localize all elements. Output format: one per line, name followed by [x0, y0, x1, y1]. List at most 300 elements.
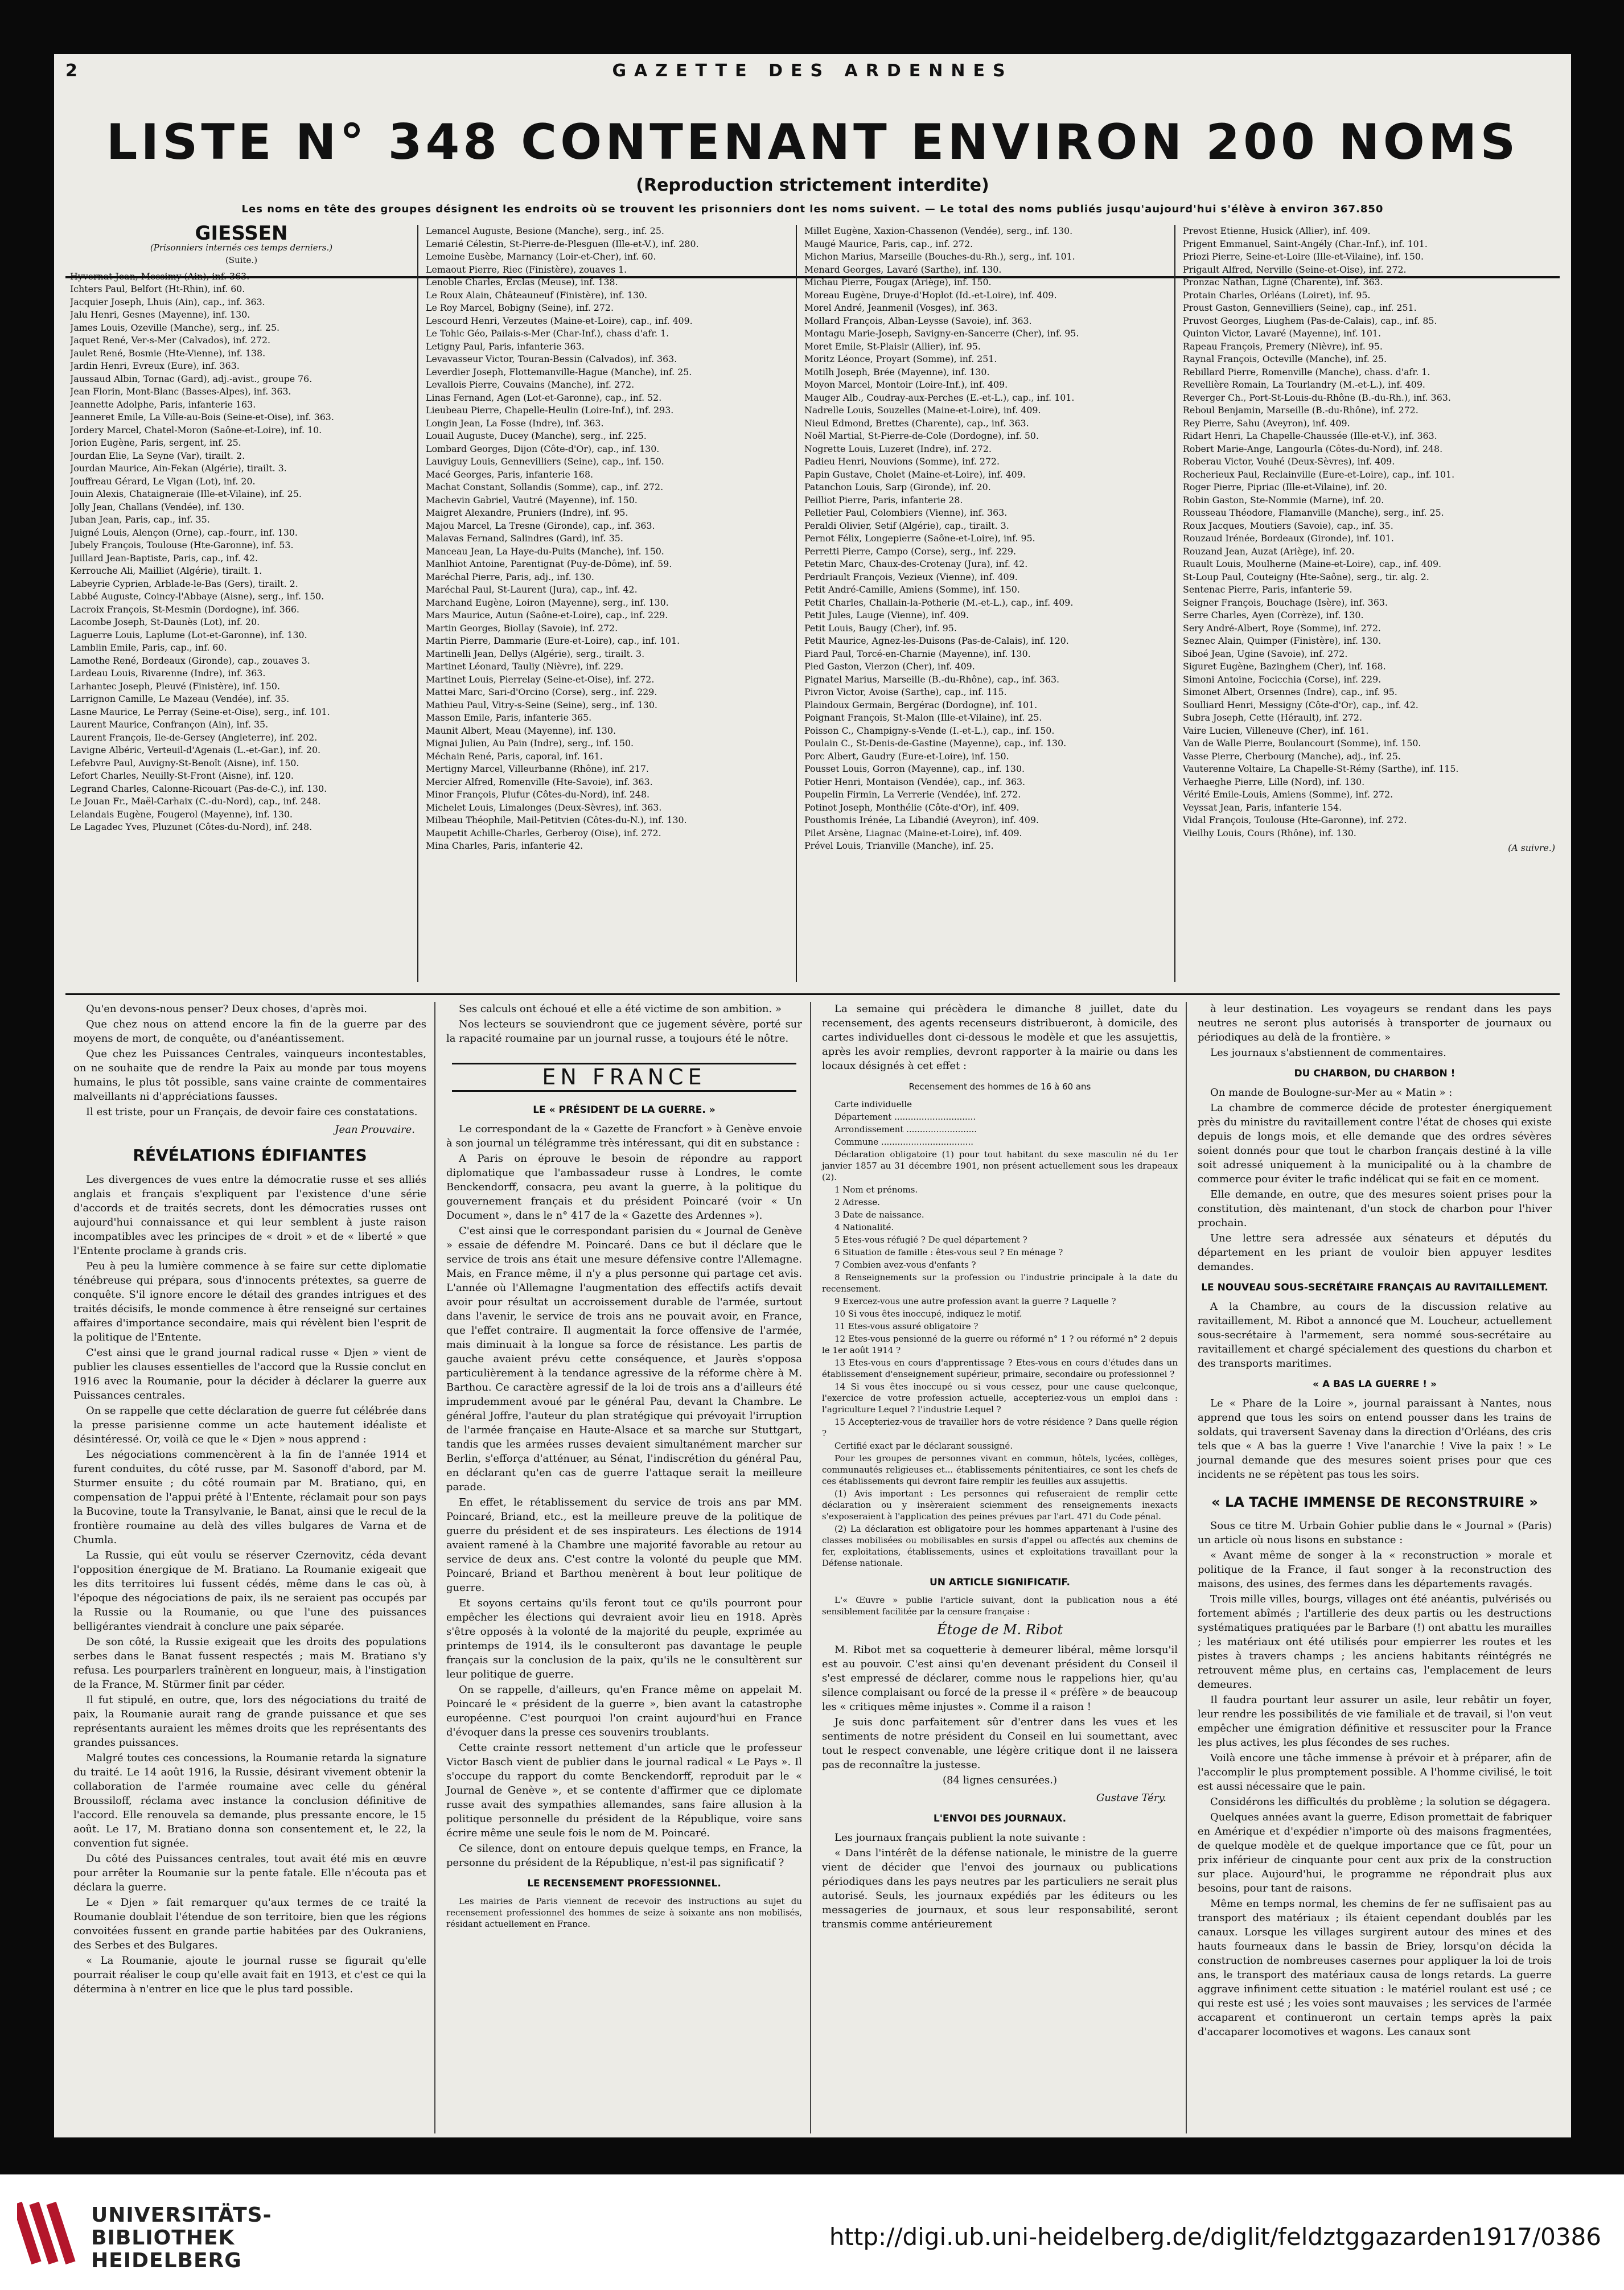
paragraph: Une lettre sera adressée aux sénateurs et députés du département en les priant de vouloir bien appuyer lesdites demandes. — [1198, 1232, 1552, 1273]
prisoner-entry: Ridart Henri, La Chapelle-Chaussée (Ille-et-V.), inf. 363. — [1183, 430, 1437, 441]
paragraph: Sous ce titre M. Urbain Gohier publie dans le « Journal » (Paris) un article où nous lisons en substance : — [1198, 1520, 1552, 1546]
prisoner-entry: Rousseau Théodore, Flamanville (Manche), serg., inf. 25. — [1183, 507, 1444, 518]
paragraph: Les divergences de vues entre la démocratie russe et ses alliés anglais et français s'expliquent par l'existence d'une série d'accords et de traités secrets, dont les démocraties russes ont aujourd'hui connaissance et qui leur semblent à juste raison incompatibles avec les principes de « droit » et de « liberté » que l'Entente proclame à grands cris. — [73, 1174, 426, 1257]
prisoner-entry: Hyvernat Jean, Messimy (Ain), inf. 363. — [70, 270, 250, 282]
prisoner-entry: Mauger Alb., Coudray-aux-Perches (E.-et-L.), cap., inf. 101. — [804, 392, 1075, 403]
newspaper-page — [54, 54, 1571, 2137]
prisoner-entry: Sery André-Albert, Roye (Somme), inf. 272. — [1183, 622, 1381, 634]
prisoner-entry: Mignai Julien, Au Pain (Indre), serg., inf. 150. — [426, 738, 634, 749]
prisoner-entry: Vauterenne Voltaire, La Chapelle-St-Rémy (Sarthe), inf. 115. — [1183, 763, 1459, 774]
prisoner-entry: Potier Henri, Montaison (Vendée), cap., inf. 363. — [804, 776, 1026, 787]
paragraph: Nos lecteurs se souviendront que ce jugement sévère, porté sur la rapacité roumaine par un journal russe, a toujours été le nôtre. — [446, 1018, 802, 1045]
prisoner-entry: Lefebvre Paul, Auvigny-St-Benoît (Aisne), inf. 150. — [70, 757, 299, 768]
prisoner-entry: Maigret Alexandre, Pruniers (Indre), inf. 95. — [426, 507, 628, 518]
prisoner-entry: Pelletier Paul, Colombiers (Vienne), inf. 363. — [804, 507, 1008, 518]
prisoner-entry: Martinet Léonard, Tauliy (Nièvre), inf. 229. — [426, 661, 624, 672]
prisoner-entry: Perretti Pierre, Campo (Corse), serg., inf. 229. — [804, 545, 1017, 557]
paragraph: 15 Accepteriez-vous de travailler hors de votre résidence ? Dans quelle région ? — [822, 1417, 1178, 1438]
prisoner-entry: Levavasseur Victor, Touran-Bessin (Calvados), inf. 363. — [426, 353, 677, 364]
prisoner-entry: Pied Gaston, Vierzon (Cher), inf. 409. — [804, 661, 975, 672]
suite-label: (Suite.) — [225, 255, 258, 265]
prisoner-entry: Vidal François, Toulouse (Hte-Garonne), inf. 272. — [1183, 815, 1407, 825]
prisoner-entry: Lacroix François, St-Mesmin (Dordogne), inf. 366. — [70, 603, 299, 615]
prisoner-entry: Veyssat Jean, Paris, infanterie 154. — [1183, 801, 1342, 813]
camp-subheading: (Prisonniers internés ces temps derniers.) — [150, 242, 333, 253]
prisoner-entry: Lescourd Henri, Verzeutes (Maine-et-Loire), cap., inf. 409. — [426, 315, 693, 326]
prisoner-entry: Pronzac Nathan, Ligné (Charente), inf. 363. — [1183, 277, 1383, 287]
prisoner-entry: Poulain C., St-Denis-de-Gastine (Mayenne), cap., inf. 130. — [804, 738, 1067, 749]
prisoner-entry: Lemarié Célestin, St-Pierre-de-Plesguen (Ille-et-V.), inf. 280. — [426, 238, 699, 249]
prisoner-entry: Pivron Victor, Avoise (Sarthe), cap., inf. 115. — [804, 686, 1007, 697]
prisoner-entry: Nieul Edmond, Brettes (Charente), cap., inf. 363. — [804, 417, 1029, 429]
paragraph: Département .............................. — [834, 1112, 976, 1122]
prisoner-entry: Marchand Eugène, Loiron (Mayenne), serg., inf. 130. — [426, 597, 669, 608]
prisoner-entry: Louail Auguste, Ducey (Manche), serg., inf. 225. — [426, 430, 647, 441]
subheading: LE RECENSEMENT PROFESSIONNEL. — [527, 1878, 721, 1889]
prisoner-entry: Nadrelle Louis, Souzelles (Maine-et-Loire), inf. 409. — [804, 405, 1041, 416]
prisoner-entry: Manceau Jean, La Haye-du-Puits (Manche), inf. 150. — [426, 545, 664, 557]
prisoner-entry: Lenoble Charles, Erclas (Meuse), inf. 138. — [426, 277, 618, 287]
paragraph: On se rappelle que cette déclaration de guerre fut célébrée dans la presse parisienne comme un acte hautement idéaliste et désintéressé. Or, voilà ce que le « Djen » nous apprend : — [73, 1405, 426, 1445]
paragraph: A la Chambre, au cours de la discussion relative au ravitaillement, M. Ribot a annoncé que M. Loucheur, actuellement sous-secrétaire à l'armement, sera nommé sous-secrétaire au ravitaillement et chargé spécialement des questions du charbon et des transports maritimes. — [1198, 1301, 1552, 1370]
prisoner-entry: Montagu Marie-Joseph, Savigny-en-Sancerre (Cher), inf. 95. — [804, 328, 1079, 339]
paragraph: C'est ainsi que le grand journal radical russe « Djen » vient de publier les clauses essentielles de l'accord que la Russie conclut en 1916 avec la Roumanie, pour la décider à déclarer la guerre aux Puissances centrales. — [73, 1347, 426, 1401]
prisoner-entry: Noël Martial, St-Pierre-de-Cole (Dordogne), inf. 50. — [804, 430, 1039, 441]
paragraph: 2 Adresse. — [834, 1197, 880, 1207]
prisoner-entry: Michelet Louis, Limalonges (Deux-Sèvres), inf. 363. — [426, 801, 662, 813]
library-footer — [0, 2174, 1624, 2290]
to-be-continued: (A suivre.) — [1508, 842, 1555, 853]
prisoner-entry: Maugé Maurice, Paris, cap., inf. 272. — [804, 238, 973, 249]
prisoner-entry: Leverdier Joseph, Flottemanville-Hague (Manche), inf. 25. — [426, 366, 692, 377]
article-column-1 — [65, 1002, 435, 2133]
prisoner-entry: Poignant François, St-Malon (Ille-et-Vilaine), inf. 25. — [804, 712, 1042, 723]
prisoner-entry: Lemaout Pierre, Riec (Finistère), zouaves 1. — [426, 264, 627, 275]
prisoner-entry: Lemancel Auguste, Besione (Manche), serg., inf. 25. — [426, 225, 664, 236]
prisoner-entry: Siguret Eugène, Bazinghem (Cher), inf. 168. — [1183, 661, 1386, 672]
prisoner-entry: Linas Fernand, Agen (Lot-et-Garonne), cap., inf. 52. — [426, 392, 662, 403]
paragraph: Ses calculs ont échoué et elle a été victime de son ambition. » — [459, 1003, 782, 1015]
paragraph: Qu'en devons-nous penser? Deux choses, d'après moi. — [86, 1003, 367, 1015]
paragraph: Je suis donc parfaitement sûr d'entrer dans les vues et les sentiments de notre président du Conseil en lui soumettant, avec tout le respect convenable, une légère critique dont il ne laissera pas de reconnaître la justesse. — [822, 1716, 1178, 1771]
prisoner-entry: Reboul Benjamin, Marseille (B.-du-Rhône), inf. 272. — [1183, 405, 1419, 416]
prisoner-entry: Petetin Marc, Chaux-des-Crotenay (Jura), inf. 42. — [804, 558, 1028, 569]
page-number: 2 — [65, 61, 85, 81]
prisoner-entry: Nogrette Louis, Luzeret (Indre), inf. 272. — [804, 443, 992, 454]
prisoner-entry: Jeanneret Emile, La Ville-au-Bois (Seine-et-Oise), inf. 363. — [70, 412, 334, 422]
prisoner-entry: Laurent François, Ile-de-Gersey (Angleterre), inf. 202. — [70, 731, 318, 743]
prisoner-entry: Plaindoux Germain, Bergérac (Dordogne), inf. 101. — [804, 699, 1038, 710]
paragraph: La semaine qui précèdera le dimanche 8 juillet, date du recensement, des agents recenseurs distribueront, à domicile, des cartes individuelles dont ci-dessous le modèle et que les assujettis, après les avoir remplies, devront rapporter à la mairie ou dans les locaux désignés à cet effet : — [822, 1003, 1178, 1072]
prisoner-entry: Kerrouche Ali, Mailliet (Algérie), tirailt. 1. — [70, 565, 262, 576]
prisoner-entry: Vieilhy Louis, Cours (Rhône), inf. 130. — [1183, 827, 1356, 838]
prisoner-entry: Proust Gaston, Gennevilliers (Seine), cap., inf. 251. — [1183, 302, 1417, 313]
prisoner-entry: Peraldi Olivier, Setif (Algérie), cap., tirailt. 3. — [804, 520, 1009, 531]
prisoner-entry: Jalu Henri, Gesnes (Mayenne), inf. 130. — [70, 309, 250, 320]
articles — [65, 993, 1560, 2133]
prisoner-entry: Martin Pierre, Dammarie (Eure-et-Loire), cap., inf. 101. — [426, 635, 680, 646]
prisoner-entry: Jorion Eugène, Paris, sergent, inf. 25. — [70, 437, 241, 448]
prisoner-entry: Martinet Louis, Pierrelay (Seine-et-Oise), inf. 272. — [426, 673, 655, 685]
paragraph: En effet, le rétablissement du service de trois ans par MM. Poincaré, Briand, etc., est la meilleure preuve de la politique de guerre du président et de ses inspirateurs. Les élections de 1914 avaient ramené à la Chambre une majorité favorable au retour au service de deux ans. C'est contre la volonté du peuple que MM. Poincaré, Briand et Barthou menèrent à bout leur politique de guerre. — [446, 1496, 802, 1594]
prisoner-entry: Lamblin Emile, Paris, cap., inf. 60. — [70, 642, 227, 653]
prisoner-entry: Lauviguy Louis, Gennevilliers (Seine), cap., inf. 150. — [426, 456, 664, 467]
section-heading: EN FRANCE — [452, 1063, 796, 1092]
subheading: DU CHARBON, DU CHARBON ! — [1294, 1068, 1456, 1079]
prisoner-entry: Larhantec Joseph, Pleuvé (Finistère), inf. 150. — [70, 680, 280, 692]
paragraph: Il fut stipulé, en outre, que, lors des négociations du traité de paix, la Roumanie aurait rang de grande puissance et que ses représentants auraient les mêmes droits que les représentants des grandes puissances. — [73, 1694, 426, 1749]
prisoner-entry: Moyon Marcel, Montoir (Loire-Inf.), inf. 409. — [804, 379, 1008, 390]
paragraph: Voilà encore une tâche immense à prévoir et à préparer, afin de l'accomplir le plus promptement possible. A l'homme civilisé, le toit est aussi nécessaire que le pain. — [1198, 1752, 1552, 1792]
list-column-4 — [1178, 225, 1560, 982]
prisoner-entry: Vérité Emile-Louis, Amiens (Somme), inf. 272. — [1183, 789, 1393, 800]
paragraph: (1) Avis important : Les personnes qui refuseraient de remplir cette déclaration ou y insèreraient sciemment des renseignements inexacts s'exposeraient à l'application des peines prévues par l'art. 471 du Code pénal. — [822, 1489, 1178, 1522]
prisoner-entry: Moritz Léonce, Proyart (Somme), inf. 251. — [804, 353, 997, 364]
prisoner-entry: Manlhiot Antoine, Parentignat (Puy-de-Dôme), inf. 59. — [426, 558, 672, 569]
prisoner-entry: Motilh Joseph, Brée (Mayenne), inf. 130. — [804, 366, 990, 377]
prisoner-entry: Lieubeau Pierre, Chapelle-Heulin (Loire-Inf.), inf. 293. — [426, 405, 674, 416]
paragraph: « La Roumanie, ajoute le journal russe se figurait qu'elle pourrait réaliser le coup qu'elle avait fait en 1913, et c'est ce qui la détermina à n'entrer en lice que le plus tard possible. — [73, 1955, 426, 1995]
signature: Gustave Téry. — [1096, 1792, 1166, 1804]
paragraph: Déclaration obligatoire (1) pour tout habitant du sexe masculin né du 1er janvier 1857 au 31 décembre 1901, non présent actuellement sous les drapeaux (2). — [822, 1149, 1178, 1182]
prisoner-entry: Jouffreau Gérard, Le Vigan (Lot), inf. 20. — [70, 475, 256, 487]
library-name-line: HEIDELBERG — [91, 2249, 242, 2272]
prisoner-entry: Le Jouan Fr., Maël-Carhaix (C.-du-Nord), cap., inf. 248. — [70, 796, 321, 807]
prisoner-entry: Serre Charles, Ayen (Corrèze), inf. 130. — [1183, 610, 1364, 620]
paragraph: Peu à peu la lumière commence à se faire sur cette diplomatie ténébreuse qui prépara, sous d'innocents prétextes, sa guerre de conquête. S'il ignore encore le détail des grandes intrigues et des traités décisifs, le monde commence à être renseigné sur certaines affaires d'importance secondaire, mais qui révèlent bien l'esprit de la politique de l'Entente. — [73, 1260, 426, 1343]
prisoner-entry: Millet Eugène, Xaxion-Chassenon (Vendée), serg., inf. 130. — [804, 225, 1073, 236]
prisoner-entry: Reverger Ch., Port-St-Louis-du-Rhône (B.-du-Rh.), inf. 363. — [1183, 392, 1451, 403]
prisoner-entry: Longin Jean, La Fosse (Indre), inf. 363. — [426, 417, 604, 429]
prisoner-entry: Padieu Henri, Nouvions (Somme), inf. 272. — [804, 456, 1000, 467]
prisoner-entry: Martinelli Jean, Dellys (Algérie), serg., tirailt. 3. — [426, 648, 645, 659]
prisoner-entry: Jouin Alexis, Chataigneraie (Ille-et-Vilaine), inf. 25. — [70, 488, 302, 499]
prisoner-entry: Protain Charles, Orléans (Loiret), inf. 95. — [1183, 289, 1371, 301]
prisoner-entry: Raynal François, Octeville (Manche), inf. 25. — [1183, 353, 1387, 364]
prisoner-entry: Poisson C., Champigny-s-Vende (I.-et-L.), cap., inf. 150. — [804, 725, 1055, 736]
paragraph: 4 Nationalité. — [834, 1222, 894, 1232]
prisoner-entry: Legrand Charles, Calonne-Ricouart (Pas-de-C.), inf. 130. — [70, 783, 327, 794]
paragraph: Ce silence, dont on entoure depuis quelque temps, en France, la personne du président de la République, n'est-il pas significatif ? — [446, 1843, 802, 1869]
prisoner-entry: Jourdan Elie, La Seyne (Var), tirailt. 2. — [70, 450, 245, 461]
prisoner-entry: Larrignon Camille, Le Mazeau (Vendée), inf. 35. — [70, 693, 290, 704]
prisoner-entry: Lacombe Joseph, St-Daunès (Lot), inf. 20. — [70, 616, 260, 627]
paragraph: « Dans l'intérêt de la défense nationale, le ministre de la guerre vient de décider que l'envoi des journaux ou publications périodiques dans les pays neutres par les particuliers ne serait plus autorisé. Seuls, les journaux expédiés par les éditeurs ou les messageries de journaux, et sous leur responsabilité, seront transmis comme antérieurement — [822, 1847, 1178, 1930]
prisoner-entry: Jordery Marcel, Chatel-Moron (Saône-et-Loire), inf. 10. — [70, 424, 322, 435]
prisoner-entry: Ruault Louis, Moulherne (Maine-et-Loire), cap., inf. 409. — [1183, 558, 1442, 569]
paragraph: Et soyons certains qu'ils feront tout ce qu'ils pourront pour empêcher les élections qui devraient avoir lieu en 1918. Après s'être opposés à la volonté de la majorité du peuple, exprimée au printemps de 1914, ils le consulteront pas davantage le peuple français sur la conclusion de la paix, qu'ils ne le consultèrent sur leur politique de guerre. — [446, 1597, 802, 1680]
paragraph: Il faudra pourtant leur assurer un asile, leur rebâtir un foyer, leur rendre les possibilités de vie familiale et de travail, si l'on veut empêcher une émigration définitive et ressusciter pour la France les plus actives, les plus fécondes de ses ruches. — [1198, 1694, 1552, 1749]
list-title: LISTE N° 348 CONTENANT ENVIRON 200 NOMS — [106, 114, 1519, 171]
article-heading: RÉVÉLATIONS ÉDIFIANTES — [133, 1146, 367, 1165]
prisoner-entry: Simoni Antoine, Focicchia (Corse), inf. 229. — [1183, 673, 1382, 685]
prisoner-entry: Levallois Pierre, Couvains (Manche), inf. 272. — [426, 379, 635, 390]
paragraph: Les négociations commencèrent à la fin de l'année 1914 et furent conduites, du côté russe, par M. Sasonoff d'abord, par M. Sturmer ensuite ; du côté roumain par M. Bratiano, qui, en compensation de l'appui prêté à l'Entente, réclamait pour son pays la Bucovine, toute la Transylvanie, le Banat, ainsi que le recul de la frontière roumaine au delà des villes bulgares de Varna et de Chumla. — [73, 1449, 426, 1546]
source-url-link[interactable]: http://digi.ub.uni-heidelberg.de/diglit/feldztggazarden1917/0386 — [829, 2223, 1601, 2251]
prisoner-entry: Verhaeghe Pierre, Lille (Nord), inf. 130. — [1183, 776, 1365, 787]
prisoner-entry: Lombard Georges, Dijon (Côte-d'Or), cap., inf. 130. — [426, 443, 660, 454]
paragraph: Que chez les Puissances Centrales, vainqueurs incontestables, on ne souhaite que de rendre la Paix au monde par tous moyens humains, le plus tôt possible, sans vaine crainte de commentaires malveillants ni d'appréciations fausses. — [73, 1048, 426, 1103]
prisoner-entry: Menard Georges, Lavaré (Sarthe), inf. 130. — [804, 264, 1002, 275]
prisoner-entry: Mertigny Marcel, Villeurbanne (Rhône), inf. 217. — [426, 763, 649, 774]
prisoner-entry: Priozi Pierre, Seine-et-Loire (Ille-et-Vilaine), inf. 150. — [1183, 251, 1424, 262]
prisoner-entry: Laguerre Louis, Laplume (Lot-et-Garonne), inf. 130. — [70, 629, 307, 640]
prisoner-entry: Rapeau François, Premery (Nièvre), inf. 95. — [1183, 340, 1383, 352]
paragraph: 3 Date de naissance. — [834, 1210, 924, 1220]
paragraph: Il est triste, pour un Français, de devoir faire ces constatations. — [86, 1106, 418, 1118]
prisoner-entry: Mars Maurice, Autun (Saône-et-Loire), cap., inf. 229. — [426, 610, 668, 620]
library-logo-icon — [17, 2190, 80, 2276]
prisoner-entry: Perdriault François, Vezieux (Vienne), inf. 409. — [804, 571, 1018, 582]
prisoner-entry: Piard Paul, Torcé-en-Charnie (Mayenne), inf. 130. — [804, 648, 1031, 659]
prisoner-entry: Petit Charles, Challain-la-Potherie (M.-et-L.), cap., inf. 409. — [804, 597, 1074, 608]
prisoner-entry: Labbé Auguste, Coincy-l'Abbaye (Aisne), serg., inf. 150. — [70, 591, 324, 602]
paragraph: Le correspondant de la « Gazette de Francfort » à Genève envoie à son journal un télégramme très intéressant, qui dit en substance : — [446, 1123, 802, 1149]
paragraph: On se rappelle, d'ailleurs, qu'en France même on appelait M. Poincaré le « président de la guerre », bien avant la catastrophe européenne. C'est pourquoi l'on craint aujourd'hui en France d'évoquer dans la presse ces souvenirs troublants. — [446, 1684, 802, 1738]
prisoner-entry: Quinton Victor, Lavaré (Mayenne), inf. 101. — [1183, 328, 1381, 339]
prisoner-entry: Jean Florin, Mont-Blanc (Basses-Alpes), inf. 363. — [70, 386, 291, 397]
prisoner-entry: Prigault Alfred, Nerville (Seine-et-Oise), inf. 272. — [1183, 264, 1407, 275]
prisoner-entry: Rocherieux Paul, Reclainville (Eure-et-Loire), cap., inf. 101. — [1183, 468, 1455, 480]
paragraph: 1 Nom et prénoms. — [834, 1185, 918, 1195]
prisoner-entry: Sentenac Pierre, Paris, infanterie 59. — [1183, 584, 1352, 595]
prisoner-entry: Juban Jean, Paris, cap., inf. 35. — [70, 514, 210, 525]
camp-heading: GIESSEN — [195, 225, 288, 245]
paragraph: M. Ribot met sa coquetterie à demeurer libéral, même lorsqu'il est au pouvoir. C'est ainsi qu'en devenant président du Conseil il s'est empressé de déclarer, comme nous le rappelions hier, qu'au silence complaisant ou forcé de la presse il « préfère » de beaucoup les « critiques même injustes ». Comme il a raison ! — [822, 1644, 1178, 1713]
prisoner-entry: Porc Albert, Gaudry (Eure-et-Loire), inf. 150. — [804, 750, 1009, 762]
paragraph: 7 Combien avez-vous d'enfants ? — [834, 1260, 976, 1270]
paragraph: 12 Etes-vous pensionné de la guerre ou réformé n° 1 ? ou réformé n° 2 depuis le 1er août 1914 ? — [822, 1334, 1178, 1355]
prisoner-entry: Patanchon Louis, Sarp (Gironde), inf. 20. — [804, 482, 991, 492]
list-notice: Les noms en tête des groupes désignent les endroits où se trouvent les prisonniers dont les noms suivent. — Le total des noms publiés jusqu'aujourd'hui s'élève à environ 367.850 — [241, 203, 1384, 215]
prisoner-entry: Morel André, Jeanmenil (Vosges), inf. 363. — [804, 302, 998, 313]
paragraph: Les journaux s'abstiennent de commentaires. — [1210, 1047, 1446, 1059]
prisoner-entry: Petit Louis, Baugy (Cher), inf. 95. — [804, 622, 957, 634]
form-title: Recensement des hommes de 16 à 60 ans — [908, 1082, 1091, 1092]
prisoner-entry: Mattei Marc, Sari-d'Orcino (Corse), serg., inf. 229. — [426, 686, 657, 697]
article-column-4 — [1190, 1002, 1560, 2133]
prisoner-entry: Martin Georges, Biollay (Savoie), inf. 272. — [426, 622, 618, 634]
prisoner-entry: Pernot Félix, Longepierre (Saône-et-Loire), inf. 95. — [804, 533, 1035, 544]
prisoner-entry: Pignatel Marius, Marseille (B.-du-Rhône), cap., inf. 363. — [804, 673, 1060, 685]
prisoner-entry: Potinot Joseph, Monthélie (Côte-d'Or), inf. 409. — [804, 801, 1019, 813]
prisoner-entry: Jaulet René, Bosmie (Hte-Vienne), inf. 138. — [70, 347, 266, 359]
paragraph: Que chez nous on attend encore la fin de la guerre par des moyens de mort, de conquête, ou d'anéantissement. — [73, 1018, 426, 1045]
prisoner-entry: Michon Marius, Marseille (Bouches-du-Rh.), serg., inf. 101. — [804, 251, 1075, 262]
article-column-2 — [438, 1002, 811, 2133]
prisoner-entry: Mina Charles, Paris, infanterie 42. — [426, 840, 583, 851]
prisoner-entry: Machat Constant, Sollandis (Somme), cap., inf. 272. — [426, 482, 664, 492]
prisoner-entry: Macé Georges, Paris, infanterie 168. — [426, 468, 594, 480]
prisoner-entry: Jacquier Joseph, Lhuis (Ain), cap., inf. 363. — [70, 296, 265, 307]
prisoner-entry: Rey Pierre, Sahu (Aveyron), inf. 409. — [1183, 417, 1350, 429]
paragraph: Carte individuelle — [834, 1099, 912, 1109]
prisoner-entry: Jourdan Maurice, Ain-Fekan (Algérie), tirailt. 3. — [70, 463, 287, 474]
prisoner-entry: Lasne Maurice, Le Perray (Seine-et-Oise), serg., inf. 101. — [70, 706, 330, 717]
paragraph: 14 Si vous êtes inoccupé ou si vous cessez, pour une cause quelconque, l'exercice de votre profession actuelle, accepteriez-vous un emploi dans : l'agriculture Lequel ? l'industrie Lequel ? — [822, 1382, 1178, 1415]
paragraph: Malgré toutes ces concessions, la Roumanie retarda la signature du traité. Le 14 août 1916, la Russie, désirant vivement obtenir la collaboration de l'armée roumaine avec celle du général Broussiloff, réclama avec instance la conclusion définitive de l'accord. Elle renouvela sa demande, plus pressante encore, le 15 août. Le 17, M. Bratiano donna son consentement et, le 22, la convention fut signée. — [73, 1752, 426, 1849]
prisoner-entry: Lardeau Louis, Rivarenne (Indre), inf. 363. — [70, 668, 266, 679]
prisoner-entry: Maréchal Pierre, Paris, adj., inf. 130. — [426, 571, 594, 582]
library-name-line: BIBLIOTHEK — [91, 2226, 235, 2250]
prisoner-entry: Pousthomis Irénée, La Libandié (Aveyron), inf. 409. — [804, 815, 1039, 825]
signature: Jean Prouvaire. — [335, 1124, 415, 1136]
paragraph: Le « Djen » fait remarquer qu'aux termes de ce traité la Roumanie doublait l'étendue de son territoire, bien que les régions convoitées fussent en grande partie habitées par des Oukraniens, des Serbes et des Bulgares. — [73, 1897, 426, 1951]
prisoner-entry: Mathieu Paul, Vitry-s-Seine (Seine), serg., inf. 130. — [426, 699, 657, 710]
paragraph: 13 Etes-vous en cours d'apprentissage ? Etes-vous en cours d'études dans un établissement d'enseignement supérieur, primaire, secondaire ou professionnel ? — [822, 1358, 1178, 1379]
prisoner-list — [65, 225, 1560, 982]
prisoner-entry: Jaquet René, Ver-s-Mer (Calvados), inf. 272. — [70, 335, 271, 346]
article-column-3 — [814, 1002, 1187, 2133]
prisoner-entry: Poupelin Firmin, La Verrerie (Vendée), inf. 272. — [804, 789, 1021, 800]
prisoner-entry: Jeannette Adolphe, Paris, infanterie 163. — [70, 398, 256, 410]
prisoner-entry: Juigné Louis, Alençon (Orne), cap.-fourr., inf. 130. — [70, 527, 298, 538]
prisoner-entry: Papin Gustave, Cholet (Maine-et-Loire), inf. 409. — [804, 468, 1026, 480]
prisoner-entry: Le Roy Marcel, Bobigny (Seine), inf. 272. — [426, 302, 614, 313]
prisoner-entry: Ichters Paul, Belfort (Ht-Rhin), inf. 60. — [70, 283, 245, 294]
list-column-2 — [421, 225, 797, 982]
paragraph: Cette crainte ressort nettement d'un article que le professeur Victor Basch vient de publier dans le journal radical « Le Pays ». Il s'occupe du rapport du comte Benckendorff, reproduit par le « Journal de Genève », et se contente d'affirmer que ce diplomate russe avait des sympathies allemandes, sans faire allusion à la politique personnelle du président de la République, voire sans écrire même une seule fois le nom de M. Poincaré. — [446, 1742, 802, 1839]
prisoner-entry: Lavigne Albéric, Verteuil-d'Agenais (L.-et-Gar.), inf. 20. — [70, 745, 321, 755]
prisoner-entry: Van de Walle Pierre, Boulancourt (Somme), inf. 150. — [1183, 738, 1421, 749]
list-column-1 — [65, 225, 418, 982]
paragraph: 5 Etes-vous réfugié ? De quel département ? — [834, 1235, 1027, 1245]
censored-note: (84 lignes censurées.) — [943, 1774, 1057, 1786]
paragraph: Trois mille villes, bourgs, villages ont été anéantis, pulvérisés ou fortement abîmés ; l'artillerie des deux partis ou les destructions systématiques pratiquées par le Barbare (!) ont abattu les murailles ; les matériaux ont été utilisés pour empierrer les routes et les pistes à travers champs ; les anciens habitants réintégrés ne retrouvent même plus, en certains cas, l'emplacement de leurs demeures. — [1198, 1593, 1552, 1691]
prisoner-entry: Jolly Jean, Challans (Vendée), inf. 130. — [70, 501, 245, 512]
paragraph: à leur destination. Les voyageurs se rendant dans les pays neutres ne seront plus autorisés à transporter de journaux ou périodiques au delà de la frontière. » — [1198, 1003, 1552, 1043]
prisoner-entry: Roberau Victor, Vouhé (Deux-Sèvres), inf. 409. — [1183, 456, 1395, 467]
prisoner-entry: St-Loup Paul, Couteigny (Hte-Saône), serg., tir. alg. 2. — [1183, 571, 1429, 582]
prisoner-entry: Malavas Fernand, Salindres (Gard), inf. 35. — [426, 533, 623, 544]
paper-name: GAZETTE DES ARDENNES — [612, 61, 1013, 81]
paragraph: Les mairies de Paris viennent de recevoir des instructions au sujet du recensement professionnel des hommes de seize à soixante ans non mobilisés, résidant actuellement en France. — [446, 1896, 802, 1929]
paragraph: Arrondissement .......................... — [834, 1124, 977, 1134]
prisoner-entry: Petit Jules, Lauge (Vienne), inf. 409. — [804, 610, 969, 620]
prisoner-entry: Rouzaud Irénée, Bordeaux (Gironde), inf. 101. — [1183, 533, 1394, 544]
prisoner-entry: Revellière Romain, La Tourlandry (M.-et-L.), inf. 409. — [1183, 379, 1425, 390]
prisoner-entry: Letigny Paul, Paris, infanterie 363. — [426, 340, 585, 352]
prisoner-entry: Pilet Arsène, Liagnac (Maine-et-Loire), inf. 409. — [804, 827, 1022, 838]
paragraph: Considérons les difficultés du problème ; la solution se dégagera. — [1210, 1796, 1551, 1808]
paragraph: Commune .................................. — [834, 1137, 974, 1147]
prisoner-entry: Robert Marie-Ange, Langourla (Côtes-du-Nord), inf. 248. — [1183, 443, 1443, 454]
prisoner-entry: Siboé Jean, Ugine (Savoie), inf. 272. — [1183, 648, 1348, 659]
paragraph: Même en temps normal, les chemins de fer ne suffisaient pas au transport des matériaux ; ils étaient cependant doublés par les canaux. Lorsque les villages surgirent autour des mines et des hauts fourneaux dans le bassin de Briey, lorsqu'on décida la construction de nombreuses casernes pour appliquer la loi de trois ans, le transport des matériaux causa de longs retards. La guerre aggrave infiniment cette situation : le matériel roulant est usé ; ce qui reste est usé ; les voies sont mauvaises ; les services de l'armée accaparent et continueront un certain temps après la paix d'accaparer locomotives et wagons. Les canaux sont — [1198, 1898, 1552, 2038]
prisoner-entry: Rebillard Pierre, Romenville (Manche), chass. d'afr. 1. — [1183, 366, 1430, 377]
prisoner-entry: Le Lagadec Yves, Pluzunet (Côtes-du-Nord), inf. 248. — [70, 821, 313, 832]
prisoner-entry: Le Roux Alain, Châteauneuf (Finistère), inf. 130. — [426, 289, 648, 301]
prisoner-entry: Maréchal Paul, St-Laurent (Jura), cap., inf. 42. — [426, 584, 638, 595]
paragraph: La chambre de commerce décide de protester énergiquement près du ministre du ravitaillement contre l'état de choses qui existe depuis de longs mois, et elle demande que des ordres sévères soient donnés pour que tout le charbon français destiné à la ville soit adressé uniquement à la municipalité ou à la chambre de commerce pour éviter le trafic indélicat qui se fait en ce moment. — [1198, 1102, 1552, 1185]
prisoner-entry: Juillard Jean-Baptiste, Paris, cap., inf. 42. — [70, 552, 258, 564]
prisoner-entry: Laurent Maurice, Confrançon (Ain), inf. 35. — [70, 719, 269, 730]
paragraph: 9 Exercez-vous une autre profession avant la guerre ? Laquelle ? — [834, 1296, 1116, 1306]
paragraph: (2) La déclaration est obligatoire pour les hommes appartenant à l'usine des classes mobilisées ou mobilisables en sursis d'appel ou affectés aux chemins de fer, exploitations, établissements, usines et exploitations travaillant pour la Défense nationale. — [822, 1524, 1178, 1568]
prisoner-entry: Soulliard Henri, Messigny (Côte-d'Or), cap., inf. 42. — [1183, 699, 1419, 710]
paragraph: Du côté des Puissances centrales, tout avait été mis en œuvre pour arrêter la Roumanie sur la pente fatale. Elle n'écouta pas et déclara la guerre. — [73, 1853, 426, 1893]
prisoner-entry: Prevost Etienne, Husick (Allier), inf. 409. — [1183, 225, 1371, 236]
paragraph: Les journaux français publient la note suivante : — [834, 1832, 1086, 1844]
prisoner-entry: Prigent Emmanuel, Saint-Angély (Char.-Inf.), inf. 101. — [1183, 238, 1428, 249]
prisoner-entry: Lamothe René, Bordeaux (Gironde), cap., zouaves 3. — [70, 655, 310, 666]
prisoner-entry: Petit André-Camille, Amiens (Somme), inf. 150. — [804, 584, 1020, 595]
prisoner-entry: Moreau Eugène, Druye-d'Hoplot (Id.-et-Loire), inf. 409. — [804, 289, 1057, 301]
list-column-3 — [800, 225, 1175, 982]
prisoner-entry: Machevin Gabriel, Vautré (Mayenne), inf. 150. — [426, 494, 638, 505]
prisoner-entry: Méchain René, Paris, caporal, inf. 161. — [426, 750, 603, 762]
paragraph: 11 Etes-vous assuré obligatoire ? — [834, 1321, 978, 1331]
prisoner-entry: Milbeau Théophile, Mail-Petitvien (Côtes-du-N.), inf. 130. — [426, 815, 687, 825]
prisoner-entry: Seigner François, Bouchage (Isère), inf. 363. — [1183, 597, 1388, 608]
paragraph: « Avant même de songer à la « reconstruction » morale et politique de la France, il faut songer à la reconstruction des maisons, des usines, des fermes dans les départements ravagés. — [1198, 1549, 1552, 1590]
list-subtitle: (Reproduction strictement interdite) — [636, 175, 989, 195]
article-title: Étoge de M. Ribot — [936, 1622, 1063, 1638]
subheading: L'ENVOI DES JOURNAUX. — [933, 1813, 1067, 1824]
prisoner-entry: Seznec Alain, Quimper (Finistère), inf. 130. — [1183, 635, 1382, 646]
paragraph: Le « Phare de la Loire », journal paraissant à Nantes, nous apprend que tous les soirs on entend pousser dans les trains de soldats, qui traversent Savenay dans la direction d'Orléans, des cris tels que « A bas la guerre ! Vive l'anarchie ! Vive la paix ! » Le journal demande que des mesures soient prises pour que ces incidents ne se répètent pas tous les soirs. — [1198, 1397, 1552, 1481]
prisoner-entry: Minor François, Plufur (Côtes-du-Nord), inf. 248. — [426, 789, 650, 800]
prisoner-entry: Jardin Henri, Evreux (Eure), inf. 363. — [70, 360, 240, 371]
paragraph: De son côté, la Russie exigeait que les droits des populations serbes dans le Banat fussent respectés ; mais M. Bratiano s'y refusa. Les pourparlers traînèrent en longueur, mais, à l'instigation de la France, M. Stürmer finit par céder. — [73, 1636, 426, 1691]
paragraph: La Russie, qui eût voulu se réserver Czernovitz, céda devant l'opposition énergique de M. Bratiano. La Roumanie exigeait que les dits territoires lui fussent cédés, même dans le cas où, à l'époque des négociations de paix, ils ne seraient pas occupés par la Russie ou la Roumanie, ou que l'une des puissances belligérantes viendrait à conclure une paix séparée. — [73, 1549, 426, 1633]
prisoner-entry: Peilliot Pierre, Paris, infanterie 28. — [804, 494, 963, 505]
subheading: UN ARTICLE SIGNIFICATIF. — [929, 1577, 1070, 1588]
paragraph: On mande de Boulogne-sur-Mer au « Matin » : — [1210, 1087, 1453, 1099]
prisoner-entry: Maunit Albert, Meau (Mayenne), inf. 130. — [426, 725, 616, 736]
prisoner-entry: Masson Emile, Paris, infanterie 365. — [426, 712, 592, 723]
prisoner-entry: Prével Louis, Trianville (Manche), inf. 25. — [804, 840, 994, 851]
paragraph: 6 Situation de famille : êtes-vous seul ? En ménage ? — [834, 1247, 1063, 1257]
prisoner-entry: Labeyrie Cyprien, Arblade-le-Bas (Gers), tirailt. 2. — [70, 578, 298, 589]
prisoner-entry: Mollard François, Alban-Leysse (Savoie), inf. 363. — [804, 315, 1032, 326]
paragraph: L'« Œuvre » publie l'article suivant, dont la publication nous a été sensiblement facilitée par la censure française : — [822, 1595, 1178, 1617]
prisoner-entry: Majou Marcel, La Tresne (Gironde), cap., inf. 363. — [426, 520, 655, 531]
prisoner-entry: Pruvost Georges, Liughem (Pas-de-Calais), cap., inf. 85. — [1183, 315, 1437, 326]
prisoner-entry: Le Tohic Géo, Pailais-s-Mer (Char-Inf.), chass d'afr. 1. — [426, 328, 669, 339]
prisoner-entry: Roux Jacques, Moutiers (Savoie), cap., inf. 35. — [1183, 520, 1393, 531]
prisoner-entry: Vasse Pierre, Cherbourg (Manche), adj., inf. 25. — [1183, 750, 1401, 762]
paragraph: Pour les groupes de personnes vivant en commun, hôtels, lycées, collèges, communautés religieuses et... établissements pénitentiaires, ce sont les chefs de ces établissements qui devront faire remplir les feuilles aux assujettis. — [822, 1453, 1178, 1486]
paragraph: 10 Si vous êtes inoccupé, indiquez le motif. — [834, 1309, 1022, 1319]
subheading: « LA TACHE IMMENSE DE RECONSTRUIRE » — [1211, 1494, 1538, 1510]
paragraph: 8 Renseignements sur la profession ou l'industrie principale à la date du recensement. — [822, 1272, 1178, 1294]
prisoner-entry: Rouzand Jean, Auzat (Ariège), inf. 20. — [1183, 545, 1355, 557]
paragraph: Certifié exact par le déclarant soussigné. — [834, 1441, 1013, 1451]
prisoner-entry: Michau Pierre, Fougax (Ariège), inf. 150. — [804, 277, 992, 287]
prisoner-entry: Jaussaud Albin, Tornac (Gard), adj.-avist., groupe 76. — [70, 373, 313, 384]
subheading: LE NOUVEAU SOUS-SECRÉTAIRE FRANÇAIS AU RAVITAILLEMENT. — [1201, 1282, 1548, 1293]
prisoner-entry: Petit Maurice, Agnez-les-Duisons (Pas-de-Calais), inf. 120. — [804, 635, 1069, 646]
prisoner-entry: Maupetit Achille-Charles, Gerberoy (Oise), inf. 272. — [426, 827, 661, 838]
library-name — [91, 2204, 272, 2272]
prisoner-entry: Subra Joseph, Cette (Hérault), inf. 272. — [1183, 712, 1362, 723]
prisoner-entry: James Louis, Ozeville (Manche), serg., inf. 25. — [70, 322, 280, 333]
paragraph: A Paris on éprouve le besoin de répondre au rapport diplomatique que l'ambassadeur russe à Londres, le comte Benckendorff, consacra, peu avant la guerre, à la politique du gouvernement français et du président Poincaré (voir « Un Document », dans le n° 417 de la « Gazette des Ardennes »). — [446, 1153, 802, 1222]
prisoner-entry: Pousset Louis, Gorron (Mayenne), cap., inf. 130. — [804, 763, 1025, 774]
prisoner-entry: Robin Gaston, Ste-Nommie (Marne), inf. 20. — [1183, 494, 1384, 505]
prisoner-entry: Jubely François, Toulouse (Hte-Garonne), inf. 53. — [70, 540, 294, 550]
library-name-line: UNIVERSITÄTS- — [91, 2203, 272, 2227]
subheading: LE « PRÉSIDENT DE LA GUERRE. » — [533, 1104, 716, 1116]
prisoner-entry: Roger Pierre, Pipriac (Ille-et-Vilaine), inf. 20. — [1183, 482, 1387, 492]
prisoner-entry: Lelandais Eugène, Fougerol (Mayenne), inf. 130. — [70, 808, 293, 820]
subheading: « A BAS LA GUERRE ! » — [1313, 1379, 1437, 1390]
prisoner-entry: Lefort Charles, Neuilly-St-Front (Aisne), inf. 120. — [70, 770, 294, 781]
paragraph: C'est ainsi que le correspondant parisien du « Journal de Genève » essaie de défendre M. Poincaré. Dans ce but il déclare que le service de trois ans était une mesure défensive contre l'Allemagne. Mais, en France même, il n'y a plus personne qui partage cet avis. L'année où l'Allemagne l'augmentation des effectifs actifs devait avoir pour résultat un accroissement durable de l'armée, surtout dans l'avenir, le service de trois ans ne pouvait avoir, en France, que l'effet contraire. Il augmentait la force offensive de l'armée, mais diminuait à la longue sa force de résistance. Les partis de gauche avaient prévu cette conséquence, et Jaurès s'opposa particulièrement à la tendance agressive de la réforme chère à M. Barthou. Ce caractère agressif de la loi de trois ans a d'ailleurs été imprudemment avoué par le général Pau, devant la Chambre. Le général Joffre, l'auteur du plan stratégique qui prévoyait l'irruption de l'armée française en Haute-Alsace et sa marche sur Stuttgart, tandis que les armées russes devaient simultanément marcher sur Berlin, s'efforça d'atténuer, au Sénat, l'indiscrétion du général Pau, en déclarant qu'en cas de guerre l'attaque serait la meilleure parade. — [446, 1225, 802, 1493]
prisoner-entry: Vaire Lucien, Villeneuve (Cher), inf. 161. — [1183, 725, 1369, 736]
running-head — [54, 59, 1571, 86]
